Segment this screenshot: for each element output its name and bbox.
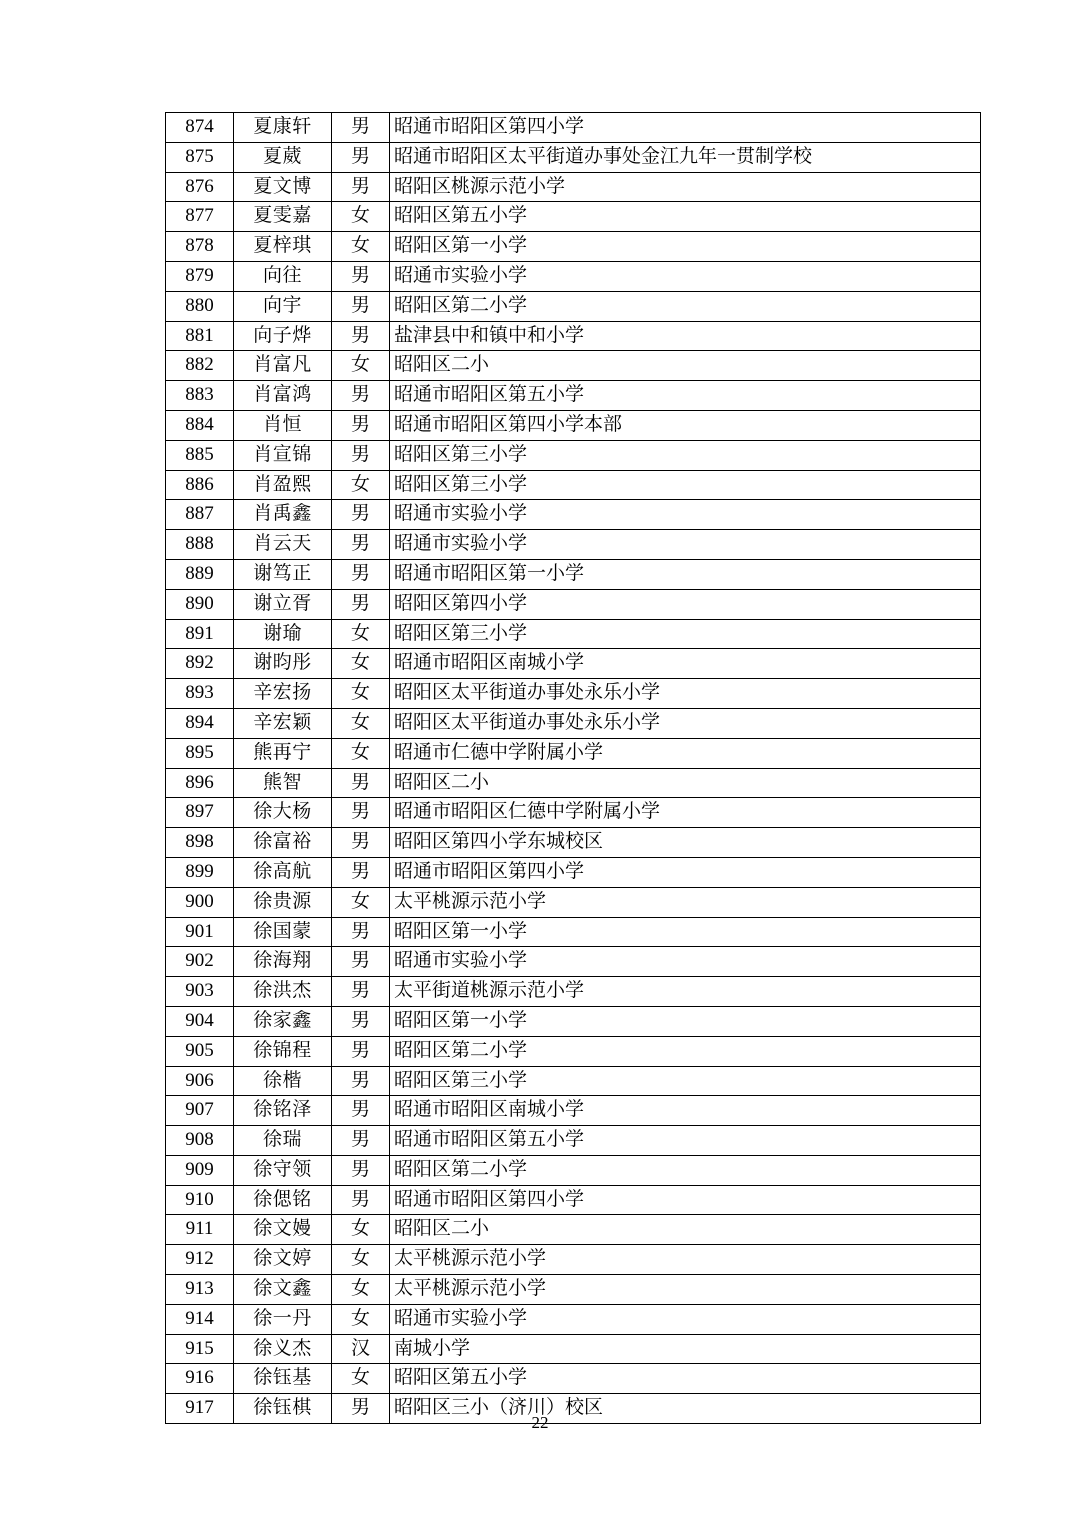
cell-name: 熊再宁: [234, 738, 332, 768]
cell-school: 昭阳区第三小学: [390, 619, 981, 649]
table-row: [166, 887, 981, 917]
cell-id: 874: [166, 113, 234, 143]
cell-name: 徐钰棋: [234, 1394, 332, 1424]
cell-school: 太平桃源示范小学: [390, 1275, 981, 1305]
cell-school: 昭通市昭阳区太平街道办事处金江九年一贯制学校: [390, 142, 981, 172]
table-row: [166, 1006, 981, 1036]
cell-id: 880: [166, 291, 234, 321]
cell-sex: 男: [332, 410, 390, 440]
cell-name: 肖富鸿: [234, 381, 332, 411]
cell-school: 昭通市实验小学: [390, 947, 981, 977]
cell-school: 昭阳区桃源示范小学: [390, 172, 981, 202]
table-row: [166, 679, 981, 709]
table-row: [166, 619, 981, 649]
cell-name: 向宇: [234, 291, 332, 321]
cell-id: 897: [166, 798, 234, 828]
table-row: [166, 1036, 981, 1066]
cell-name: 夏雯嘉: [234, 202, 332, 232]
cell-name: 徐文嫚: [234, 1215, 332, 1245]
cell-id: 896: [166, 768, 234, 798]
table-row: [166, 142, 981, 172]
cell-sex: 男: [332, 142, 390, 172]
cell-name: 辛宏颖: [234, 708, 332, 738]
cell-name: 徐家鑫: [234, 1006, 332, 1036]
cell-sex: 女: [332, 232, 390, 262]
table-row: [166, 1185, 981, 1215]
table-row: [166, 291, 981, 321]
cell-name: 徐富裕: [234, 828, 332, 858]
table-row: [166, 1364, 981, 1394]
cell-school: 昭通市实验小学: [390, 500, 981, 530]
cell-sex: 男: [332, 1185, 390, 1215]
cell-sex: 男: [332, 977, 390, 1007]
cell-sex: 男: [332, 857, 390, 887]
table-row: [166, 1304, 981, 1334]
table-row: [166, 1334, 981, 1364]
cell-school: 昭通市昭阳区南城小学: [390, 649, 981, 679]
cell-id: 893: [166, 679, 234, 709]
cell-name: 徐偲铭: [234, 1185, 332, 1215]
cell-name: 肖宣锦: [234, 440, 332, 470]
cell-sex: 男: [332, 1394, 390, 1424]
table-row: [166, 351, 981, 381]
cell-sex: 男: [332, 291, 390, 321]
cell-id: 879: [166, 261, 234, 291]
cell-sex: 男: [332, 947, 390, 977]
cell-id: 891: [166, 619, 234, 649]
cell-school: 昭通市昭阳区第四小学: [390, 113, 981, 143]
cell-school: 昭通市实验小学: [390, 530, 981, 560]
cell-sex: 女: [332, 708, 390, 738]
cell-name: 谢笃正: [234, 559, 332, 589]
table-row: [166, 500, 981, 530]
cell-school: 南城小学: [390, 1334, 981, 1364]
cell-school: 昭阳区第二小学: [390, 1155, 981, 1185]
cell-id: 910: [166, 1185, 234, 1215]
table-row: [166, 202, 981, 232]
cell-sex: 男: [332, 500, 390, 530]
cell-school: 昭阳区太平街道办事处永乐小学: [390, 679, 981, 709]
cell-name: 徐洪杰: [234, 977, 332, 1007]
cell-id: 899: [166, 857, 234, 887]
cell-sex: 男: [332, 1096, 390, 1126]
cell-id: 885: [166, 440, 234, 470]
cell-sex: 男: [332, 261, 390, 291]
cell-school: 昭阳区三小（济川）校区: [390, 1394, 981, 1424]
cell-school: 昭阳区第五小学: [390, 202, 981, 232]
table-row: [166, 768, 981, 798]
cell-school: 昭通市昭阳区第五小学: [390, 1126, 981, 1156]
table-row: [166, 410, 981, 440]
table-row: [166, 857, 981, 887]
cell-name: 肖禹鑫: [234, 500, 332, 530]
table-row: [166, 1126, 981, 1156]
cell-school: 昭通市昭阳区第五小学: [390, 381, 981, 411]
cell-name: 熊智: [234, 768, 332, 798]
table-row: [166, 947, 981, 977]
cell-name: 肖富凡: [234, 351, 332, 381]
cell-name: 徐锦程: [234, 1036, 332, 1066]
cell-sex: 汉: [332, 1334, 390, 1364]
cell-id: 916: [166, 1364, 234, 1394]
cell-id: 876: [166, 172, 234, 202]
cell-sex: 男: [332, 828, 390, 858]
cell-name: 徐大杨: [234, 798, 332, 828]
cell-id: 884: [166, 410, 234, 440]
table-row: [166, 559, 981, 589]
cell-school: 昭阳区二小: [390, 351, 981, 381]
cell-school: 昭通市昭阳区第四小学本部: [390, 410, 981, 440]
cell-school: 昭通市仁德中学附属小学: [390, 738, 981, 768]
table-row: [166, 708, 981, 738]
cell-name: 徐文婷: [234, 1245, 332, 1275]
cell-school: 昭通市实验小学: [390, 1304, 981, 1334]
cell-name: 徐楷: [234, 1066, 332, 1096]
cell-id: 912: [166, 1245, 234, 1275]
cell-sex: 女: [332, 351, 390, 381]
cell-sex: 女: [332, 738, 390, 768]
cell-school: 昭阳区第三小学: [390, 1066, 981, 1096]
table-row: [166, 977, 981, 1007]
cell-id: 909: [166, 1155, 234, 1185]
cell-name: 谢瑜: [234, 619, 332, 649]
cell-sex: 男: [332, 1006, 390, 1036]
cell-sex: 男: [332, 530, 390, 560]
cell-name: 徐一丹: [234, 1304, 332, 1334]
cell-sex: 男: [332, 1036, 390, 1066]
cell-sex: 女: [332, 1364, 390, 1394]
cell-school: 昭阳区第三小学: [390, 440, 981, 470]
cell-id: 901: [166, 917, 234, 947]
cell-name: 谢昀彤: [234, 649, 332, 679]
table-row: [166, 589, 981, 619]
cell-id: 888: [166, 530, 234, 560]
table-row: [166, 738, 981, 768]
cell-name: 徐高航: [234, 857, 332, 887]
cell-id: 908: [166, 1126, 234, 1156]
cell-name: 徐海翔: [234, 947, 332, 977]
table-row: [166, 530, 981, 560]
cell-name: 徐钰基: [234, 1364, 332, 1394]
cell-school: 昭阳区第二小学: [390, 1036, 981, 1066]
cell-school: 昭通市昭阳区南城小学: [390, 1096, 981, 1126]
cell-name: 夏梓琪: [234, 232, 332, 262]
cell-school: 昭阳区第一小学: [390, 917, 981, 947]
cell-sex: 女: [332, 1304, 390, 1334]
cell-name: 徐贵源: [234, 887, 332, 917]
cell-id: 889: [166, 559, 234, 589]
cell-sex: 女: [332, 202, 390, 232]
cell-id: 915: [166, 1334, 234, 1364]
cell-school: 昭阳区第二小学: [390, 291, 981, 321]
cell-school: 太平桃源示范小学: [390, 887, 981, 917]
cell-sex: 女: [332, 1275, 390, 1305]
table-row: [166, 381, 981, 411]
table-row: [166, 1275, 981, 1305]
table-row: [166, 470, 981, 500]
cell-sex: 男: [332, 381, 390, 411]
cell-id: 905: [166, 1036, 234, 1066]
page-number: 22: [531, 1413, 549, 1432]
table-row: [166, 172, 981, 202]
cell-sex: 男: [332, 917, 390, 947]
cell-id: 882: [166, 351, 234, 381]
table-row: [166, 917, 981, 947]
cell-school: 盐津县中和镇中和小学: [390, 321, 981, 351]
cell-name: 夏文博: [234, 172, 332, 202]
table-row: [166, 113, 981, 143]
table-row: [166, 440, 981, 470]
cell-sex: 男: [332, 1126, 390, 1156]
table-row: [166, 1215, 981, 1245]
cell-id: 906: [166, 1066, 234, 1096]
table-row: [166, 1155, 981, 1185]
cell-id: 895: [166, 738, 234, 768]
cell-id: 903: [166, 977, 234, 1007]
cell-id: 900: [166, 887, 234, 917]
cell-id: 883: [166, 381, 234, 411]
table-row: [166, 1096, 981, 1126]
cell-sex: 女: [332, 887, 390, 917]
cell-school: 昭阳区第五小学: [390, 1364, 981, 1394]
cell-name: 肖云天: [234, 530, 332, 560]
cell-school: 昭通市昭阳区第一小学: [390, 559, 981, 589]
cell-sex: 男: [332, 1155, 390, 1185]
cell-sex: 女: [332, 1215, 390, 1245]
cell-id: 890: [166, 589, 234, 619]
cell-name: 夏康轩: [234, 113, 332, 143]
cell-school: 昭阳区第三小学: [390, 470, 981, 500]
cell-id: 907: [166, 1096, 234, 1126]
cell-id: 875: [166, 142, 234, 172]
cell-school: 昭通市昭阳区第四小学: [390, 1185, 981, 1215]
cell-school: 昭阳区第一小学: [390, 232, 981, 262]
table-row: [166, 798, 981, 828]
cell-name: 徐瑞: [234, 1126, 332, 1156]
cell-id: 911: [166, 1215, 234, 1245]
cell-name: 肖盈熙: [234, 470, 332, 500]
cell-school: 昭通市昭阳区第四小学: [390, 857, 981, 887]
cell-sex: 男: [332, 113, 390, 143]
table-row: [166, 1245, 981, 1275]
cell-name: 向往: [234, 261, 332, 291]
cell-sex: 男: [332, 798, 390, 828]
cell-id: 902: [166, 947, 234, 977]
cell-sex: 女: [332, 1245, 390, 1275]
cell-school: 昭阳区二小: [390, 768, 981, 798]
cell-sex: 女: [332, 619, 390, 649]
cell-school: 昭阳区第一小学: [390, 1006, 981, 1036]
cell-name: 徐守领: [234, 1155, 332, 1185]
cell-sex: 男: [332, 1066, 390, 1096]
cell-id: 914: [166, 1304, 234, 1334]
table-row: [166, 828, 981, 858]
cell-school: 昭阳区第四小学: [390, 589, 981, 619]
cell-id: 913: [166, 1275, 234, 1305]
cell-id: 894: [166, 708, 234, 738]
cell-name: 徐铭泽: [234, 1096, 332, 1126]
cell-school: 太平桃源示范小学: [390, 1245, 981, 1275]
cell-sex: 女: [332, 649, 390, 679]
cell-name: 夏葳: [234, 142, 332, 172]
cell-name: 谢立胥: [234, 589, 332, 619]
table-row: [166, 321, 981, 351]
cell-id: 886: [166, 470, 234, 500]
cell-name: 向子烨: [234, 321, 332, 351]
cell-name: 徐义杰: [234, 1334, 332, 1364]
table-row: [166, 649, 981, 679]
cell-id: 892: [166, 649, 234, 679]
cell-id: 917: [166, 1394, 234, 1424]
roster-table-body: [166, 113, 981, 1424]
table-row: [166, 1066, 981, 1096]
cell-sex: 男: [332, 321, 390, 351]
table-row: [166, 261, 981, 291]
cell-sex: 女: [332, 679, 390, 709]
cell-id: 881: [166, 321, 234, 351]
cell-sex: 女: [332, 470, 390, 500]
cell-name: 辛宏扬: [234, 679, 332, 709]
cell-name: 徐文鑫: [234, 1275, 332, 1305]
cell-id: 877: [166, 202, 234, 232]
cell-id: 904: [166, 1006, 234, 1036]
cell-sex: 男: [332, 768, 390, 798]
cell-id: 878: [166, 232, 234, 262]
cell-name: 徐国蒙: [234, 917, 332, 947]
cell-school: 太平街道桃源示范小学: [390, 977, 981, 1007]
cell-school: 昭阳区二小: [390, 1215, 981, 1245]
cell-sex: 男: [332, 559, 390, 589]
cell-school: 昭阳区第四小学东城校区: [390, 828, 981, 858]
cell-school: 昭通市昭阳区仁德中学附属小学: [390, 798, 981, 828]
cell-id: 898: [166, 828, 234, 858]
cell-sex: 男: [332, 440, 390, 470]
cell-school: 昭通市实验小学: [390, 261, 981, 291]
roster-table: [165, 112, 981, 1424]
cell-id: 887: [166, 500, 234, 530]
table-row: [166, 232, 981, 262]
cell-school: 昭阳区太平街道办事处永乐小学: [390, 708, 981, 738]
cell-sex: 男: [332, 172, 390, 202]
cell-name: 肖恒: [234, 410, 332, 440]
cell-sex: 男: [332, 589, 390, 619]
